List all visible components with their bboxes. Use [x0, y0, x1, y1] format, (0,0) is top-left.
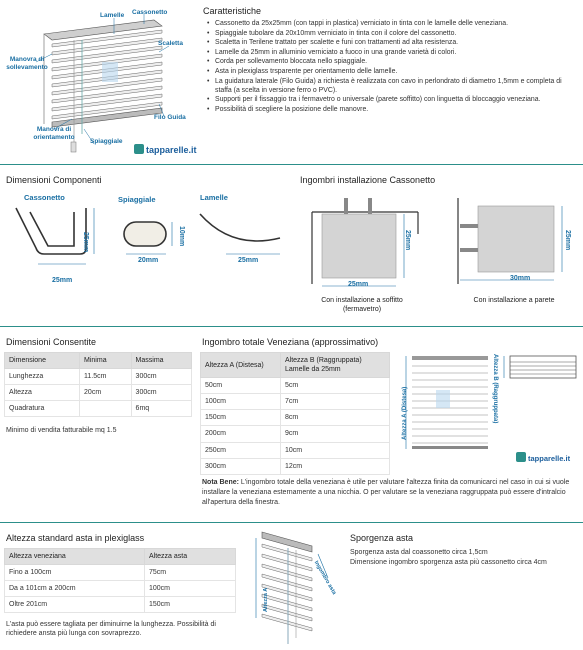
spiaggiale-profile-drawing: [120, 210, 180, 262]
parete-caption: Con installazione a parete: [473, 297, 555, 304]
table-header: Massima: [131, 353, 191, 369]
table-header: Altezza asta: [145, 549, 236, 565]
table-row: [5, 565, 236, 581]
divider: [0, 522, 583, 523]
totale-title: Ingombro totale Veneziana (approssimativo): [202, 337, 379, 347]
table-cell: 7cm: [281, 394, 390, 410]
consentite-title: Dimensioni Consentite: [6, 337, 97, 347]
features-list: [206, 19, 578, 115]
table-cell: 300cm: [131, 369, 191, 385]
table-cell: Quadratura: [5, 401, 80, 417]
label-manovra-orientamento: Manovra di orientamento: [33, 126, 75, 142]
label-filo-guida: Filo Guida: [154, 114, 186, 121]
table-cell: Altezza: [5, 385, 80, 401]
feature-item: • Cassonetto da 25x25mm (con tappi in plastica) verniciato in tinta con le lamelle delle veneziana.: [206, 19, 578, 28]
table-row: [201, 378, 390, 394]
lamelle-width: 25mm: [238, 257, 259, 264]
soffitto-caption: Con installazione a soffitto (fermavetro): [321, 297, 403, 314]
table-row: [201, 442, 390, 458]
cassonetto-name: Cassonetto: [24, 193, 65, 202]
feature-item: • La guidatura laterale (Filo Guida) a richiesta è realizzata con cavo in perlondrato di diametro 1,5mm e completa di staffa (a scelta in versione ferro o PVC).: [206, 77, 578, 95]
table-header-row: [201, 353, 390, 378]
consentite-table: [4, 352, 192, 417]
totale-table: [200, 352, 390, 475]
label-cassonetto: Cassonetto: [132, 9, 168, 16]
feature-item: • Lamelle da 25mm in alluminio verniciato a fuoco in una grande varietà di colori.: [206, 48, 578, 57]
feature-item: • Supporti per il fissaggio tra i fermavetro o universale (parete soffitto) con linguetta di bloccaggio veneziana.: [206, 95, 578, 104]
spiaggiale-width: 20mm: [138, 257, 159, 264]
sporgenza-line-1: Sporgenza asta dal coassonetto circa 1,5cm: [350, 549, 488, 556]
table-cell: 150cm: [145, 597, 236, 613]
table-header: Altezza veneziana: [5, 549, 145, 565]
table-row: [5, 385, 192, 401]
table-cell: Fino a 100cm: [5, 565, 145, 581]
feature-item: • Possibilità di scegliere la posizione delle manovre.: [206, 105, 578, 114]
parete-height: 25mm: [564, 230, 571, 251]
label-scaletta: Scaletta: [158, 40, 183, 47]
table-cell: 200cm: [201, 426, 281, 442]
table-cell: 11.5cm: [80, 369, 132, 385]
label-spiaggiale: Spiaggiale: [90, 138, 123, 145]
divider: [0, 326, 583, 327]
brand-logo: [134, 144, 197, 157]
feature-item: • Asta in plexiglass trsparente per orientamento delle lamelle.: [206, 67, 578, 76]
label-manovra-sollevamento: Manovra di sollevamento: [6, 56, 48, 72]
spiaggiale-height: 10mm: [178, 226, 185, 247]
table-cell: 300cm: [131, 385, 191, 401]
feature-item: • Scaletta in Terilene trattato per scalette e funi con trattamenti ad alta resistenza.: [206, 38, 578, 47]
asta-label-ingombro: Ingombro asta: [312, 560, 337, 596]
table-cell: 20cm: [80, 385, 132, 401]
table-cell: 100cm: [145, 581, 236, 597]
components-title: Dimensioni Componenti: [6, 175, 102, 185]
table-cell: 250cm: [201, 442, 281, 458]
asta-note: L'asta può essere tagliata per diminuirne la lunghezza. Possibilità di richiedere ansta più lunga con sovraprezzo.: [6, 621, 216, 638]
label-lamelle: Lamelle: [100, 12, 125, 19]
table-row: [201, 458, 390, 474]
table-cell: Oltre 201cm: [5, 597, 145, 613]
table-cell: 75cm: [145, 565, 236, 581]
table-cell: 8cm: [281, 410, 390, 426]
ingombri-title: Ingombri installazione Cassonetto: [300, 175, 436, 185]
table-header: Dimensione: [5, 353, 80, 369]
asta-label-altezza: Altezza A: [263, 587, 269, 612]
asta-table: [4, 548, 236, 613]
table-row: [5, 597, 236, 613]
table-cell: 150cm: [201, 410, 281, 426]
table-header-row: [5, 353, 192, 369]
table-header-row: [5, 549, 236, 565]
table-header: Minima: [80, 353, 132, 369]
feature-item: • Corda per sollevamento bloccata nello spiaggiale.: [206, 57, 578, 66]
lamelle-name: Lamelle: [200, 193, 228, 202]
lamelle-profile-drawing: [196, 204, 286, 264]
table-cell: [80, 401, 132, 417]
cassonetto-height: 25mm: [82, 232, 89, 253]
logo-text: tapparelle.it: [146, 145, 197, 155]
divider: [0, 164, 583, 165]
logo-icon: [516, 452, 526, 462]
parete-width: 30mm: [510, 275, 531, 282]
spiaggiale-name: Spiaggiale: [118, 195, 156, 204]
table-row: [201, 410, 390, 426]
features-title: Caratteristiche: [203, 6, 262, 16]
table-row: [201, 426, 390, 442]
table-row: [5, 581, 236, 597]
table-header: Altezza A (Distesa): [201, 353, 281, 378]
nota-bene: [202, 478, 580, 508]
brand-logo: [516, 452, 570, 464]
table-cell: 50cm: [201, 378, 281, 394]
table-cell: Lunghezza: [5, 369, 80, 385]
feature-item: • Spiaggiale tubolare da 20x10mm verniciato in tinta con il colore del cassonetto.: [206, 29, 578, 38]
nota-bene-text: L'ingombro totale della veneziana è utile per valutare l'altezza finita da comunicarci nel caso in cui si vuole installare la veneziana esternamente a una nicchia. O per valutare se la veneziana raggruppata può essere d'intralcio all'apertura della finestra.: [202, 479, 570, 506]
table-cell: 12cm: [281, 458, 390, 474]
label-altezza-b: Altezza B (Raggruppata): [492, 354, 498, 424]
sporgenza-line-2: Dimensione ingombro sporgenza asta più cassonetto circa 4cm: [350, 559, 547, 566]
logo-icon: [134, 144, 144, 154]
table-cell: 6mq: [131, 401, 191, 417]
blind-diagram: [4, 4, 200, 160]
cassonetto-width: 25mm: [52, 277, 73, 284]
table-row: [5, 401, 192, 417]
label-altezza-a: Altezza A (Distesa): [402, 386, 408, 440]
table-header: Altezza B (Raggruppata) Lamelle da 25mm: [281, 353, 390, 378]
asta-title: Altezza standard asta in plexiglass: [6, 533, 145, 543]
table-cell: 100cm: [201, 394, 281, 410]
consentite-note: Minimo di vendita fatturabile mq 1.5: [6, 427, 117, 434]
sporgenza-title: Sporgenza asta: [350, 533, 414, 543]
logo-text: tapparelle.it: [528, 454, 571, 463]
nota-bene-label: Nota Bene:: [202, 479, 239, 486]
table-cell: 300cm: [201, 458, 281, 474]
table-cell: 10cm: [281, 442, 390, 458]
soffitto-width: 25mm: [348, 281, 369, 288]
table-row: [5, 369, 192, 385]
soffitto-height: 25mm: [404, 230, 411, 251]
table-cell: 9cm: [281, 426, 390, 442]
table-row: [201, 394, 390, 410]
table-cell: Da a 101cm a 200cm: [5, 581, 145, 597]
table-cell: 5cm: [281, 378, 390, 394]
